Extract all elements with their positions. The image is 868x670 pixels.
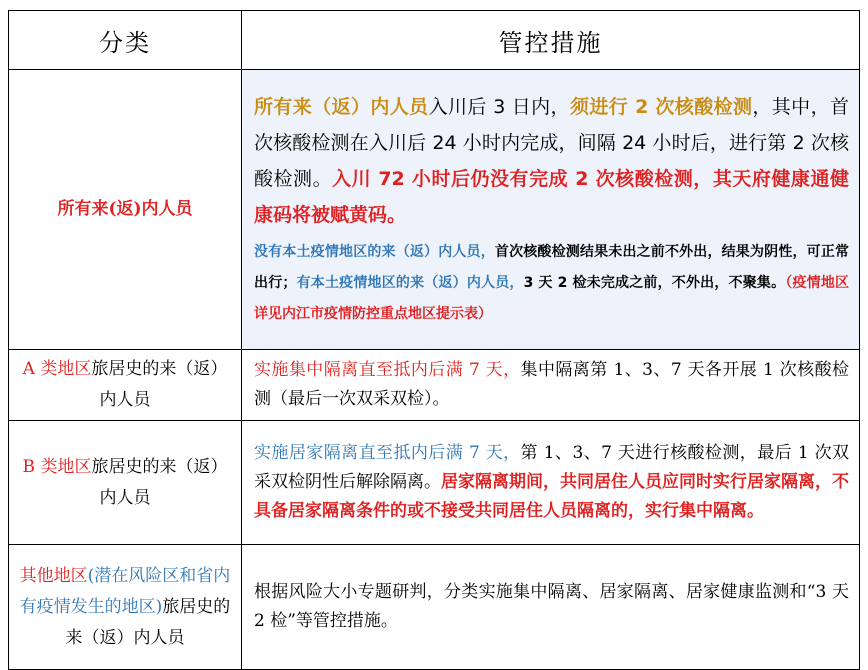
row1-paragraph-2: [254, 237, 849, 330]
row3-category: [9, 421, 242, 545]
row1-p2-d: 3 天 2 检未完成之前，不外出，不聚集。: [523, 275, 786, 291]
row1-p1-d: ，其中，首次核酸检测在入川后 24 小时内完成，间隔 24 小时后，进行第 2 次核酸检测。: [254, 96, 849, 190]
row2-m1: 实施集中隔离直至抵内后满 7 天，: [254, 360, 521, 380]
row3-measures: [242, 421, 860, 545]
header-category: 分类: [9, 11, 242, 70]
row1-p2-c: 有本土疫情地区的来（返）内人员，: [296, 275, 524, 291]
table-row: [9, 70, 860, 350]
row2-category-a: A 类地区: [22, 359, 92, 379]
table-row: [9, 545, 860, 670]
table-header-row: [9, 11, 860, 70]
row2-category-b: 旅居史的来（返）内人员: [91, 359, 228, 410]
row1-measures: [242, 70, 860, 350]
row3-category-a: B 类地区: [22, 456, 92, 477]
measures-table: [8, 10, 860, 670]
row2-category: [9, 350, 242, 421]
header-measures: 管控措施: [242, 11, 860, 70]
row2-m2: 集中隔离第 1、3、7 天各开展 1 次核酸检测（最后一次双采双检）。: [254, 360, 849, 409]
row1-p1-b: 入川后 3 日内，: [428, 96, 570, 118]
row1-p2-a: 没有本土疫情地区的来（返）内人员，: [254, 244, 495, 260]
row1-p1-c: 须进行 2 次核酸检测: [569, 96, 753, 118]
row1-p1-e: 入川 72 小时后仍没有完成 2 次核酸检测，其天府健康通健康码将被赋黄码。: [254, 168, 849, 226]
row3-category-b: 旅居史的来（返）内人员: [91, 456, 228, 508]
row1-paragraph-1: [254, 89, 849, 233]
row4-category: [9, 545, 242, 670]
row3-m3: 居家隔离期间，共同居住人员应同时实行居家隔离，不具备居家隔离条件的或不接受共同居住人员隔离的，实行集中隔离。: [254, 472, 849, 521]
row4-category-c: 旅居史的来（返）内人员: [65, 596, 231, 648]
table-row: [9, 421, 860, 545]
row3-m2: 第 1、3、7 天进行核酸检测，最后 1 次双采双检阴性后解除隔离。: [254, 443, 849, 492]
row1-category: 所有来(返)内人员: [9, 70, 242, 350]
row1-p2-e: （疫情地区详见内江市疫情防控重点地区提示表）: [254, 275, 850, 322]
row3-m1: 实施居家隔离直至抵内后满 7 天，: [254, 443, 521, 463]
row4-category-b: (潜在风险区和省内有疫情发生的地区): [19, 565, 231, 617]
row1-p1-a: 所有来（返）内人员: [254, 96, 429, 118]
row2-measures: [242, 350, 860, 421]
table-row: [9, 350, 860, 421]
row4-measures: 根据风险大小专题研判，分类实施集中隔离、居家隔离、居家健康监测和“3 天 2 检”等管控措施。: [242, 545, 860, 670]
row4-category-a: 其他地区: [19, 565, 88, 586]
row1-p2-b: 首次核酸检测结果未出之前不外出，结果为阴性，可正常出行；: [254, 244, 850, 291]
